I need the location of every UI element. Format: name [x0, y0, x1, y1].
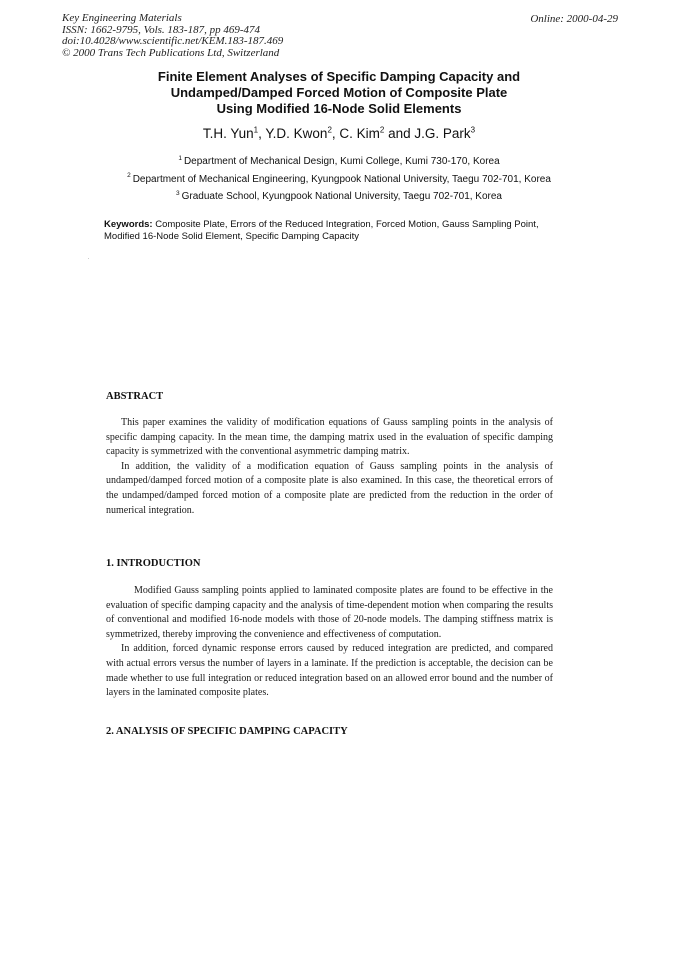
affiliation-text: Department of Mechanical Design, Kumi College, Kumi 730-170, Korea: [183, 156, 500, 167]
affiliation-number: 1: [178, 154, 182, 162]
affiliation-text: Graduate School, Kyungpook National University, Taegu 702-701, Korea: [181, 191, 502, 202]
keywords-label: Keywords:: [104, 219, 153, 230]
author-name: J.G. Park: [414, 126, 471, 141]
journal-name: Key Engineering Materials: [62, 12, 182, 24]
online-date: Online: 2000-04-29: [530, 13, 618, 25]
abstract-body: [106, 416, 553, 518]
author-name: T.H. Yun: [202, 126, 254, 141]
affiliation-number: 2: [127, 172, 131, 180]
keywords-block: [104, 219, 554, 243]
abstract-paragraph-1: This paper examines the validity of modification equations of Gauss sampling points in the analysis of specific damping capacity. In the mean time, the damping matrix used in the evaluation of specific damping capacity is symmetrized with the conventional asymmetric damping matrix.: [106, 417, 553, 458]
author-affiliation-mark: 2: [327, 125, 332, 135]
affiliation-line: [0, 171, 678, 189]
author-list: [0, 126, 678, 141]
affiliations: [0, 153, 678, 206]
journal-header: [62, 13, 283, 59]
abstract-heading: ABSTRACT: [106, 391, 164, 402]
author-separator: ,: [258, 126, 266, 141]
introduction-heading: 1. INTRODUCTION: [106, 558, 201, 569]
affiliation-line: [0, 188, 678, 206]
title-line-2: Undamped/Damped Forced Motion of Composite Plate: [170, 85, 508, 100]
author-separator: ,: [331, 126, 340, 141]
introduction-paragraph-1: Modified Gauss sampling points applied to laminated composite plates are found to be effective in the evaluation of specific damping capacity and the analysis of time-dependent motion when comparing the results of conventional and modified 16-node models with those of 20-node models. The damping stiffness matrix is symmetrized, thereby improving the convenience and effectiveness of computation.: [106, 585, 553, 640]
section-2-heading: 2. ANALYSIS OF SPECIFIC DAMPING CAPACITY: [106, 726, 348, 737]
author-affiliation-mark: 3: [470, 125, 476, 135]
affiliation-text: Department of Mechanical Engineering, Kyungpook National University, Taegu 702-701, Korea: [132, 173, 551, 185]
title-line-1: Finite Element Analyses of Specific Damping Capacity and: [157, 69, 521, 84]
paper-title: [0, 69, 678, 117]
author-name: C. Kim: [339, 126, 380, 141]
affiliation-line: [0, 153, 678, 171]
title-line-3: Using Modified 16-Node Solid Elements: [216, 101, 462, 116]
abstract-paragraph-2: In addition, the validity of a modification equation of Gauss sampling points in the analysis of undamped/damped forced motion of a composite plate is also examined. In this case, the theoretical errors of the undamped/damped forced motion of a composite plate are predicted from the reduction in the order of numerical integration.: [106, 460, 553, 516]
issn-line: ISSN: 1662-9795, Vols. 183-187, pp 469-474: [62, 23, 260, 36]
scan-speck: [88, 258, 89, 259]
doi-line: doi:10.4028/www.scientific.net/KEM.183-187.469: [62, 35, 284, 47]
copyright-line: © 2000 Trans Tech Publications Ltd, Switzerland: [62, 46, 280, 59]
affiliation-number: 3: [175, 189, 180, 197]
introduction-body: [106, 584, 553, 701]
author-affiliation-mark: 1: [253, 125, 259, 135]
author-name: Y.D. Kwon: [265, 126, 328, 141]
author-affiliation-mark: 2: [379, 125, 385, 135]
keywords-text: Composite Plate, Errors of the Reduced Integration, Forced Motion, Gauss Sampling Point, Modified 16-Node Solid Element, Specific Damping Capacity: [104, 219, 539, 242]
author-separator: and: [384, 126, 415, 141]
introduction-paragraph-2: In addition, forced dynamic response errors caused by reduced integration are predicted, and compared with actual errors versus the number of layers in a laminate. If the prediction is acceptable, the decision can be made whether to use full integration or reduced integration based on an allowed error bound and the number of layers in the laminated composite plates.: [106, 643, 553, 699]
